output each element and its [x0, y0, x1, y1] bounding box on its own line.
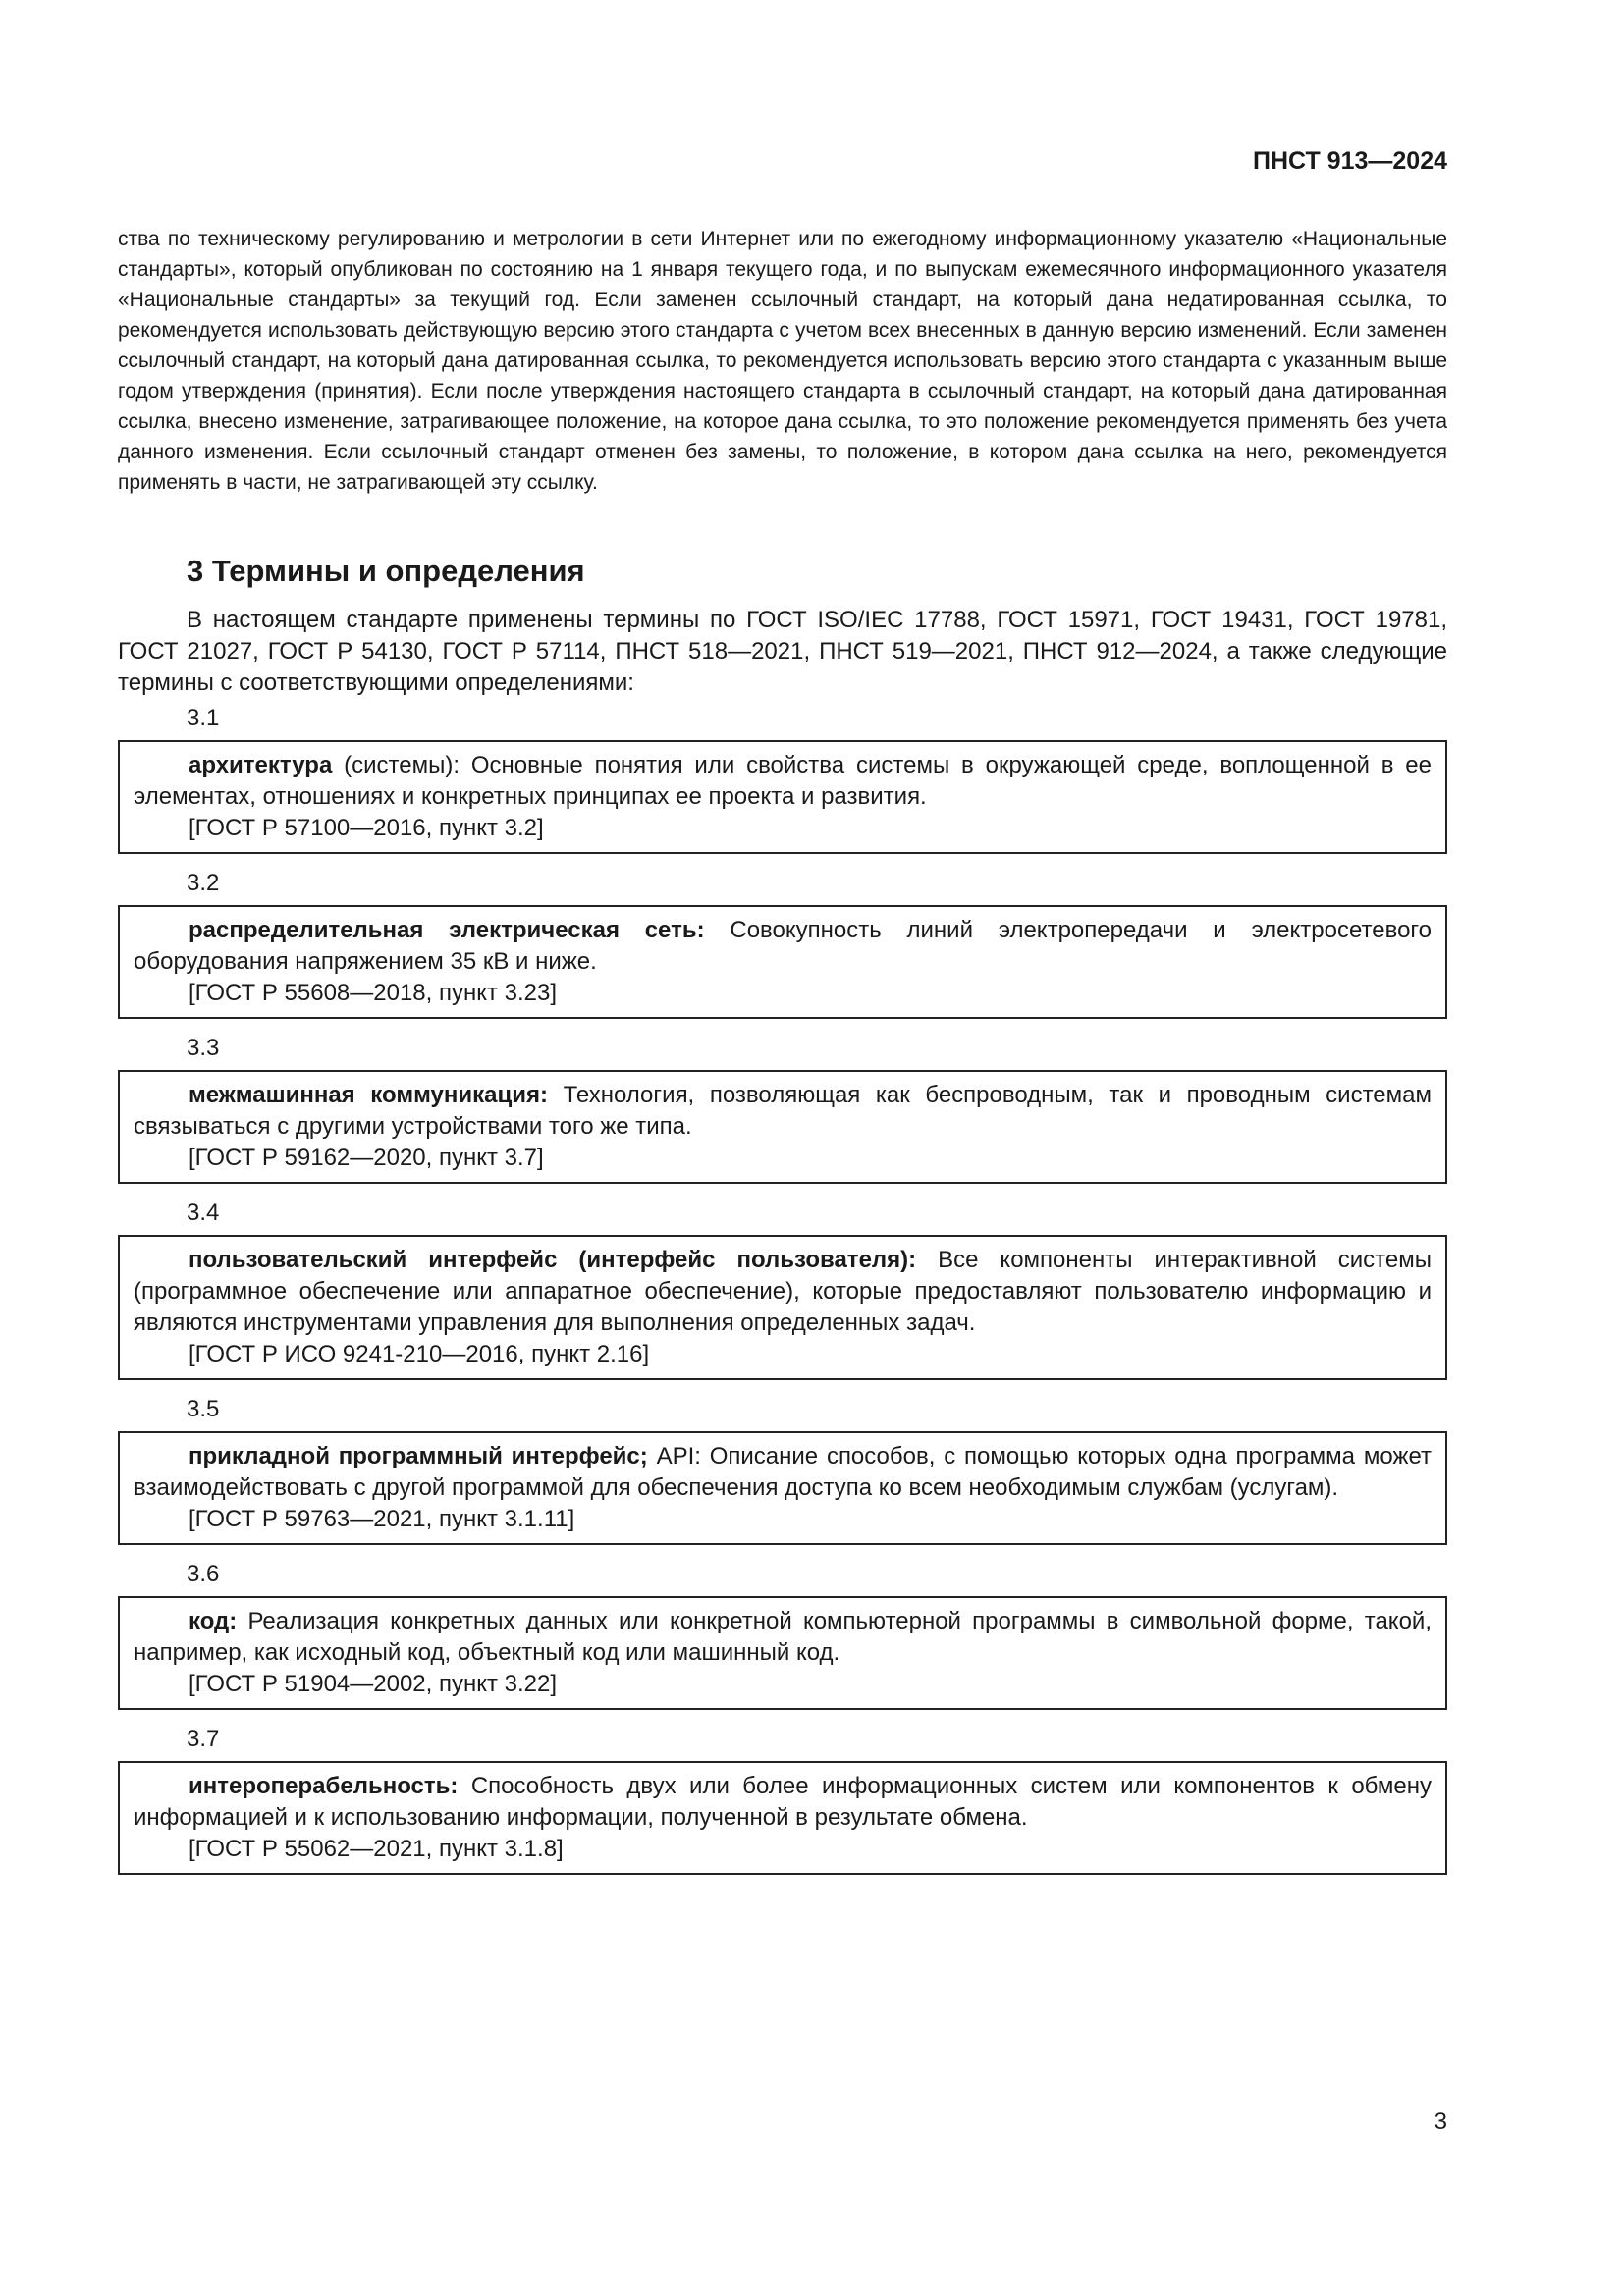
- term-name: код:: [189, 1608, 238, 1634]
- term-text: (системы): Основные понятия или свойства системы в окружающей среде, воплощенной в ее элементах, отношениях и конкретных принципах ее проекта и развития.: [134, 752, 1432, 810]
- intro-paragraph: ства по техническому регулированию и метрологии в сети Интернет или по ежегодному информационному указателю «Национальные стандарты», который опубликован по состоянию на 1 января текущего года, и по выпускам ежемесячного информационного указателя «Национальные стандарты» за текущий год. Если заменен ссылочный стандарт, на который дана недатированная ссылка, то рекомендуется использовать действующую версию этого стандарта с учетом всех внесенных в данную версию изменений. Если заменен ссылочный стандарт, на который дана датированная ссылка, то рекомендуется использовать версию этого стандарта с указанным выше годом утверждения (принятия). Если после утверждения настоящего стандарта в ссылочный стандарт, на который дана датированная ссылка, внесено изменение, затрагивающее положение, на которое дана ссылка, то это положение рекомендуется применять без учета данного изменения. Если ссылочный стандарт отменен без замены, то положение, в котором дана ссылка на него, рекомендуется применять в части, не затрагивающей эту ссылку.: [118, 228, 1447, 494]
- term-name: интероперабельность:: [189, 1773, 459, 1799]
- term-box: [118, 1761, 1447, 1875]
- term-source: [ГОСТ Р 55608—2018, пункт 3.23]: [189, 980, 558, 1006]
- term-source: [ГОСТ Р 51904—2002, пункт 3.22]: [189, 1671, 558, 1697]
- term-number: 3.1: [187, 705, 220, 731]
- term-number: 3.7: [187, 1726, 220, 1752]
- term-text: Совокупность линий электропередачи и электросетевого оборудования напряжением 35 кВ и ниже.: [134, 917, 1432, 975]
- term-number: 3.2: [187, 870, 220, 896]
- document-header: ПНСТ 913—2024: [1253, 147, 1447, 175]
- term-box: [118, 1596, 1447, 1710]
- term-name: прикладной программный интерфейс;: [189, 1443, 648, 1469]
- term-box: [118, 1431, 1447, 1545]
- term-text: Способность двух или более информационных систем или компонентов к обмену информацией и к использованию информации, полученной в результате обмена.: [134, 1773, 1432, 1831]
- term-entry: [118, 1198, 1447, 1380]
- term-definition: [134, 1080, 1432, 1143]
- term-source: [ГОСТ Р 55062—2021, пункт 3.1.8]: [189, 1836, 564, 1862]
- term-number: 3.3: [187, 1035, 220, 1061]
- term-name: распределительная электрическая сеть:: [189, 917, 705, 943]
- term-source: [ГОСТ Р 59162—2020, пункт 3.7]: [189, 1145, 544, 1171]
- term-name: пользовательский интерфейс (интерфейс пользователя):: [189, 1247, 917, 1273]
- section-lead: В настоящем стандарте применены термины по ГОСТ ISO/IEC 17788, ГОСТ 15971, ГОСТ 19431, ГОСТ 19781, ГОСТ 21027, ГОСТ Р 54130, ГОСТ Р 57114, ПНСТ 518—2021, ПНСТ 519—2021, ПНСТ 912—2024, а также следующие термины с соответствующими определениями:: [118, 607, 1447, 696]
- page-content: [118, 224, 1447, 1875]
- term-source: [ГОСТ Р 57100—2016, пункт 3.2]: [189, 815, 544, 841]
- page-number: 3: [1434, 2109, 1447, 2135]
- section-title: 3 Термины и определения: [187, 554, 585, 588]
- term-entry: [118, 1394, 1447, 1545]
- term-box: [118, 740, 1447, 854]
- term-text: Все компоненты интерактивной системы (программное обеспечение или аппаратное обеспечение), которые предоставляют пользователю информацию и являются инструментами управления для выполнения определенных задач.: [134, 1247, 1432, 1336]
- term-definition: [134, 1771, 1432, 1834]
- term-source: [ГОСТ Р ИСО 9241-210—2016, пункт 2.16]: [189, 1341, 650, 1367]
- term-number: 3.4: [187, 1200, 220, 1226]
- terms-list: [118, 703, 1447, 1875]
- term-entry: [118, 1033, 1447, 1184]
- term-text: Реализация конкретных данных или конкретной компьютерной программы в символьной форме, такой, например, как исходный код, объектный код или машинный код.: [134, 1608, 1432, 1666]
- term-box: [118, 1070, 1447, 1184]
- term-source: [ГОСТ Р 59763—2021, пункт 3.1.11]: [189, 1506, 575, 1532]
- term-number: 3.6: [187, 1561, 220, 1587]
- term-name: архитектура: [189, 752, 333, 778]
- term-definition: [134, 915, 1432, 978]
- term-box: [118, 1235, 1447, 1380]
- term-box: [118, 905, 1447, 1019]
- term-name: межмашинная коммуникация:: [189, 1082, 548, 1108]
- term-text: API: Описание способов, с помощью которых одна программа может взаимодействовать с другой программой для обеспечения доступа ко всем необходимым службам (услугам).: [134, 1443, 1432, 1501]
- term-text: Технология, позволяющая как беспроводным, так и проводным системам связываться с другими устройствами того же типа.: [134, 1082, 1433, 1140]
- term-definition: [134, 1441, 1432, 1504]
- term-definition: [134, 750, 1432, 813]
- term-number: 3.5: [187, 1396, 220, 1422]
- term-entry: [118, 703, 1447, 854]
- term-entry: [118, 1559, 1447, 1710]
- term-entry: [118, 868, 1447, 1019]
- term-definition: [134, 1245, 1432, 1339]
- term-definition: [134, 1606, 1432, 1669]
- term-entry: [118, 1724, 1447, 1875]
